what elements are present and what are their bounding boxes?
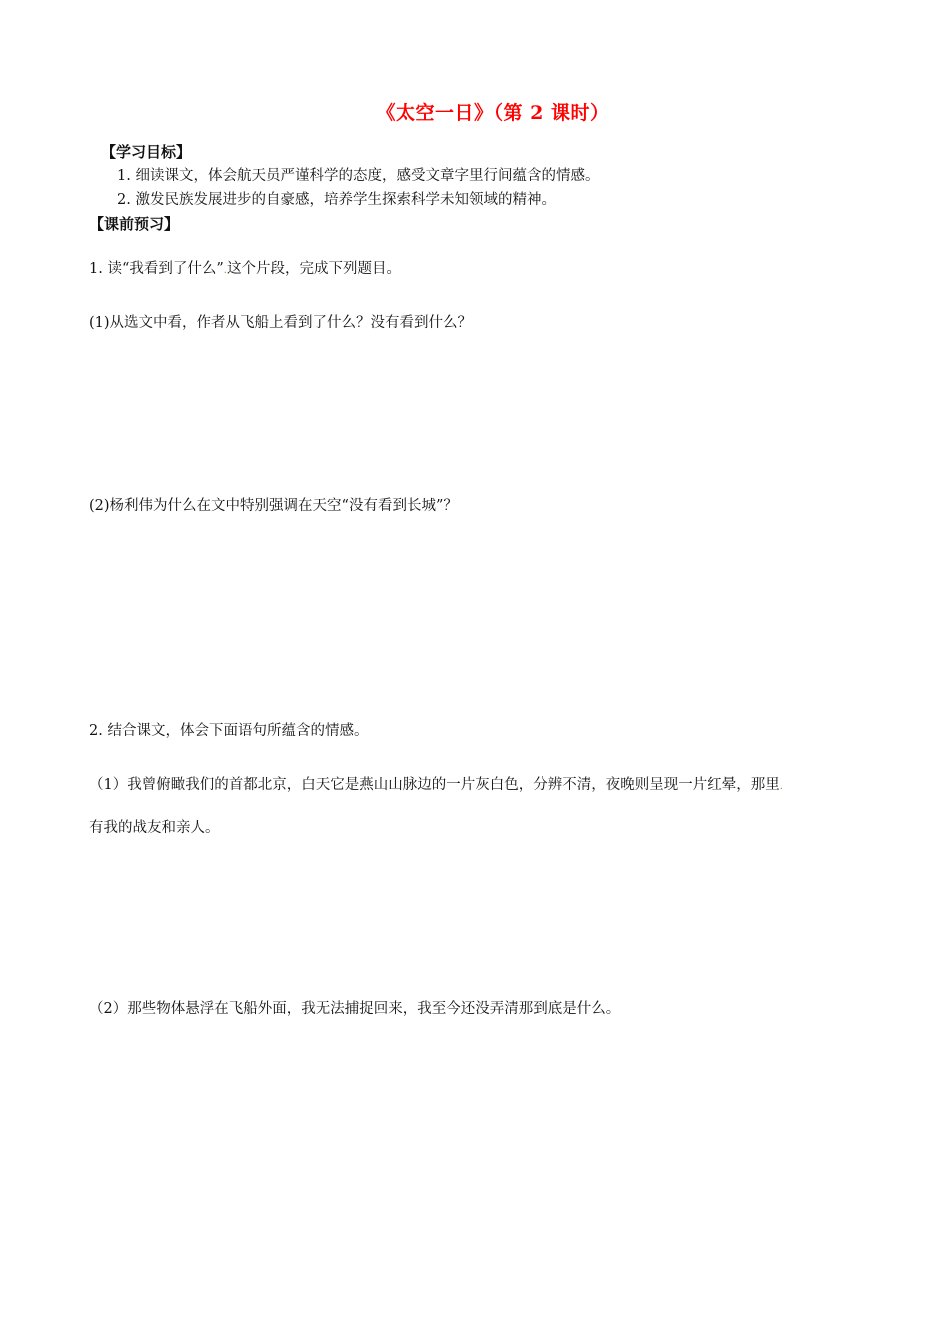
question-2-sub-2: （2）那些物体悬浮在飞船外面，我无法捕捉回来，我至今还没弄清那到底是什么。 (89, 1001, 621, 1017)
page-title: 《太空一日》（第 2 课时） (376, 102, 610, 124)
question-1-sub-2: (2)杨利伟为什么在文中特别强调在天空“没有看到长城”？ (89, 498, 458, 514)
question-2-sub-1-text: （1）我曾俯瞰我们的首都北京，白天它是燕山山脉边的一片灰白色，分辨不清，夜晚则呈现一片红晕，那里 (89, 777, 780, 793)
mark-dot: . (223, 265, 227, 276)
objective-item-2: 2. 激发民族发展进步的自豪感，培养学生探索科学未知领域的精神。 (117, 192, 556, 208)
objective-item-1: 1. 细读课文，体会航天员严谨科学的态度，感受文章字里行间蕴含的情感。 (117, 168, 600, 184)
question-1-prompt (89, 257, 401, 278)
mark-dot: . (779, 781, 783, 792)
question-1-prompt-part-1: 1. 读“我看到了什么” (89, 261, 224, 277)
preview-heading: 【课前预习】 (89, 215, 180, 233)
question-2-sub-1-line-2: 有我的战友和亲人。 (89, 820, 220, 836)
question-1-sub-1: (1)从选文中看，作者从飞船上看到了什么？没有看到什么？ (89, 315, 473, 331)
question-2-sub-1-line-1 (89, 773, 783, 794)
objectives-heading: 【学习目标】 (101, 143, 192, 161)
question-1-prompt-part-2: 这个片段，完成下列题目。 (226, 261, 401, 277)
question-2-prompt: 2. 结合课文，体会下面语句所蕴含的情感。 (89, 723, 369, 739)
